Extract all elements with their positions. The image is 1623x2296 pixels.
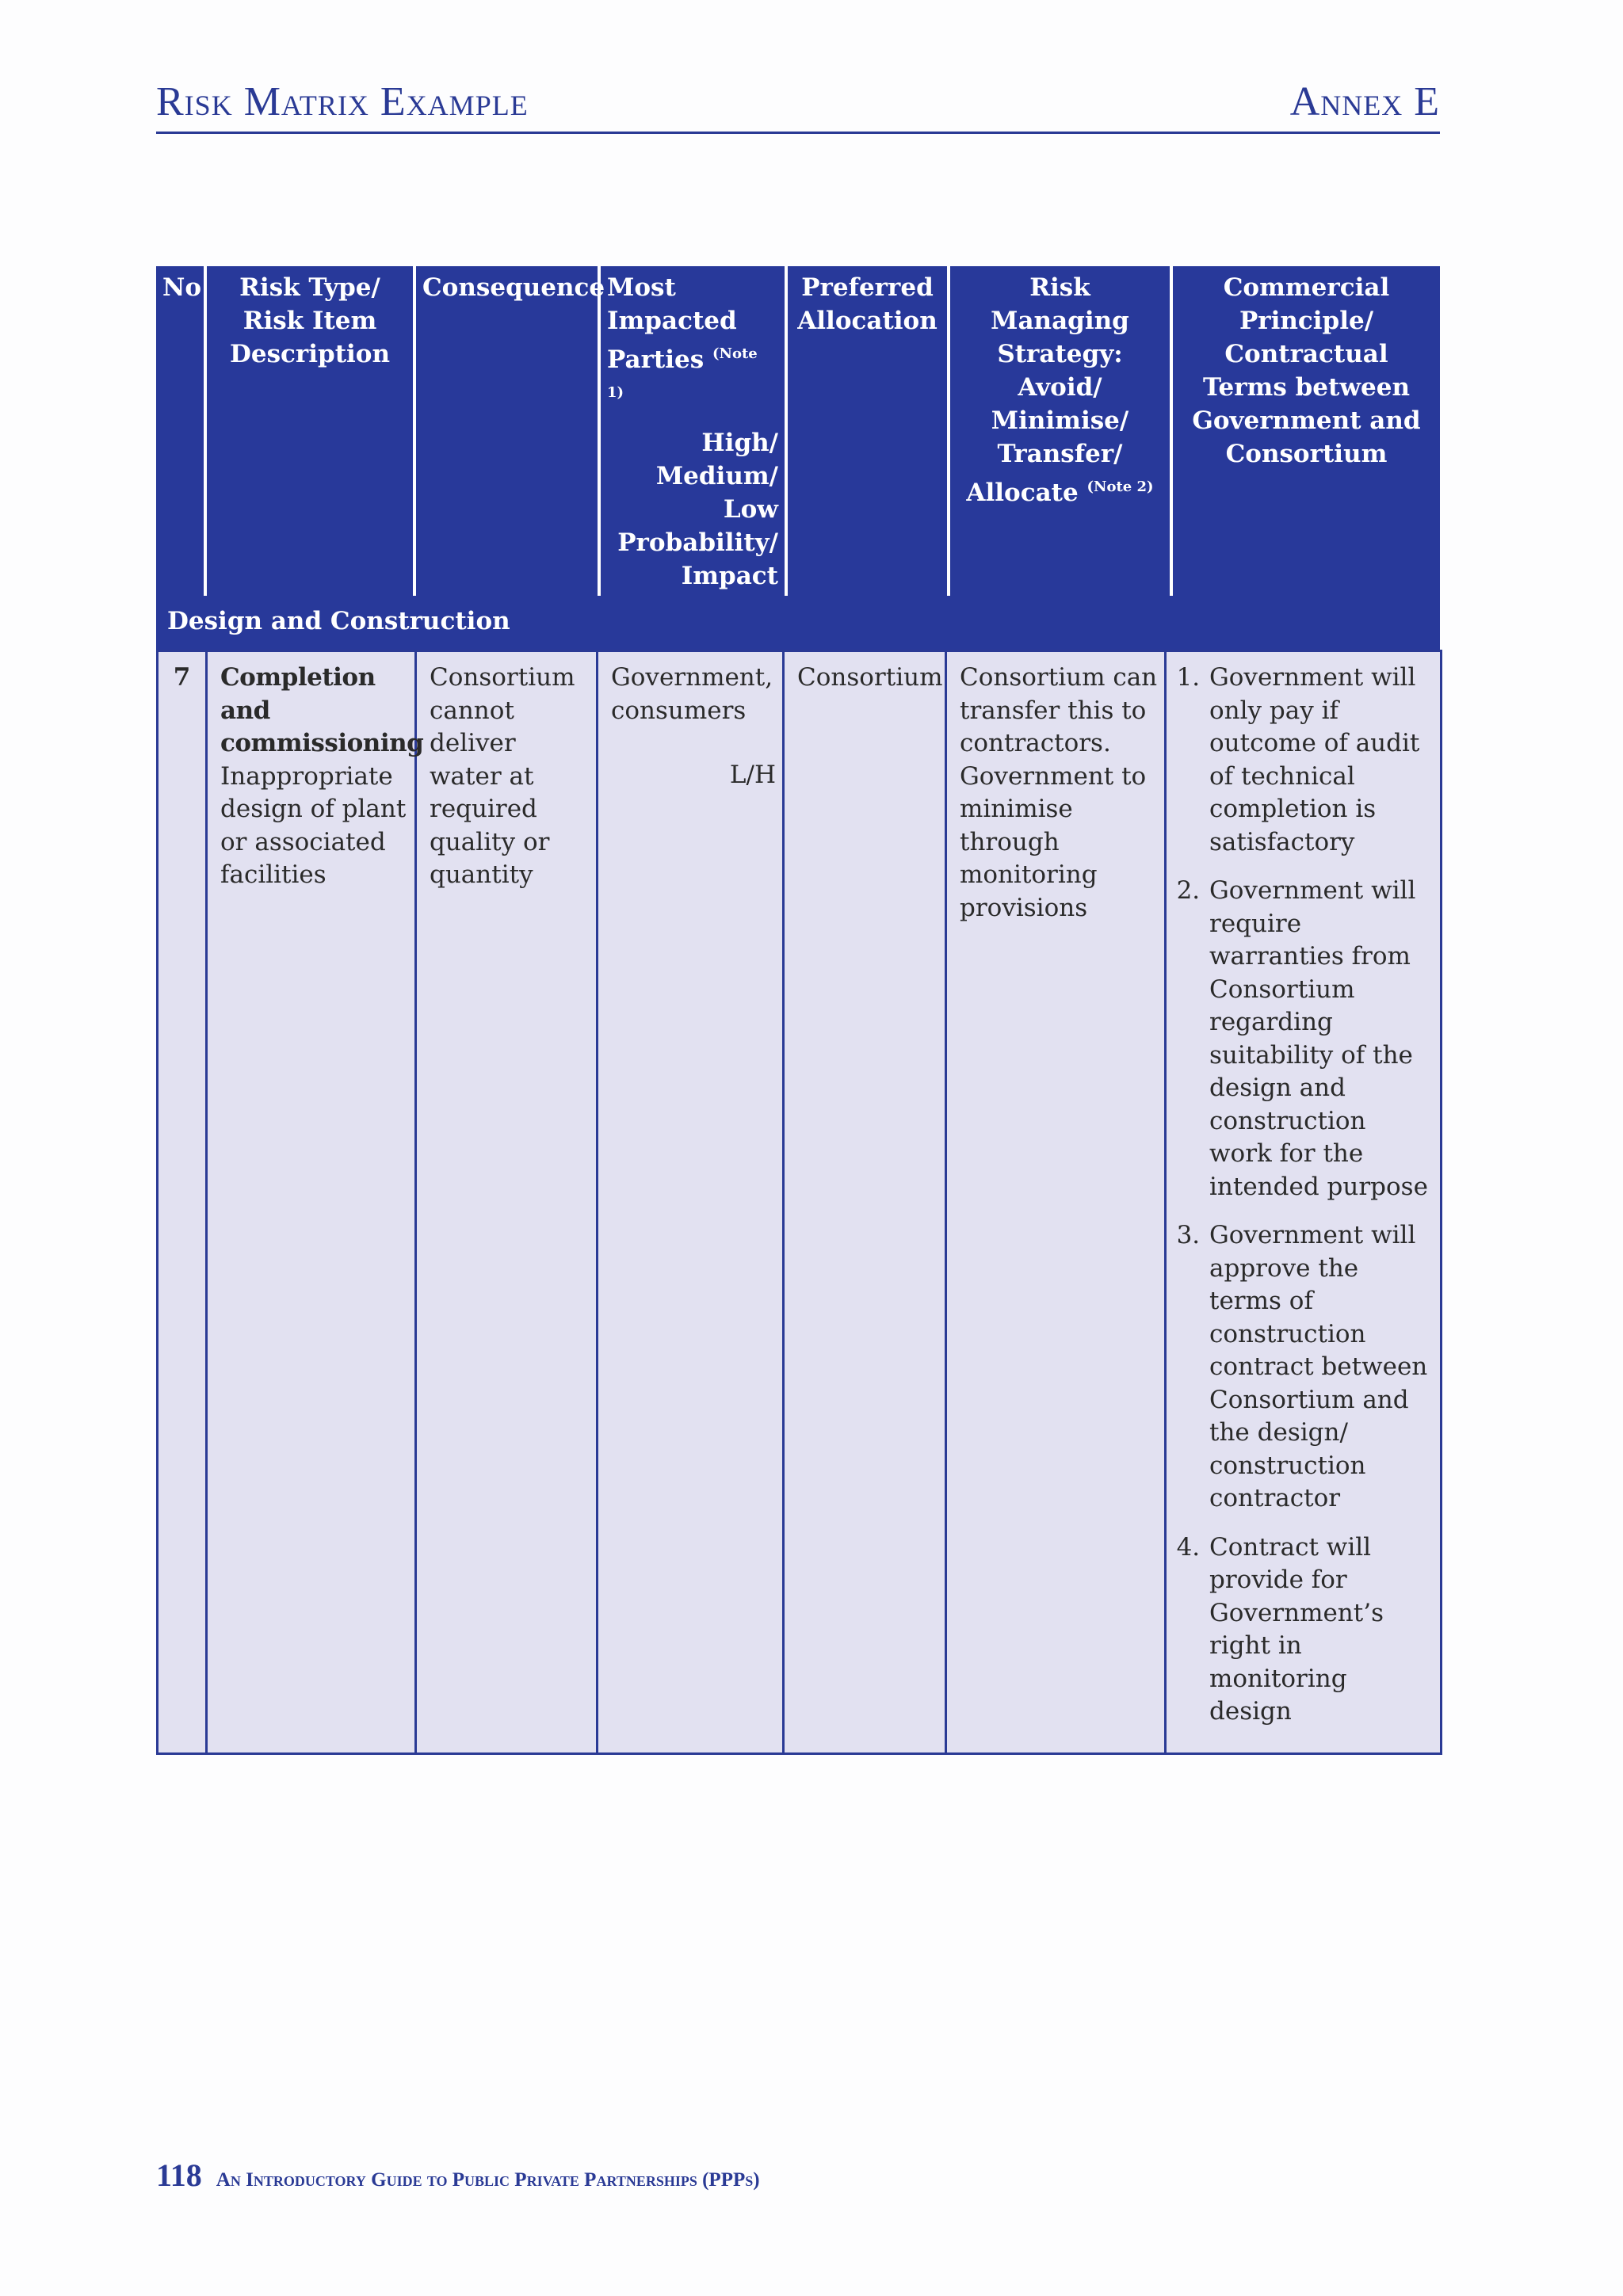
risk-item-description: Inappropriate design of plant or associated facilities [220,761,407,889]
col-probability-impact: High/ Medium/ Low Probability/ Impact [617,429,778,590]
terms-list [1179,662,1434,1729]
page-footer [156,2157,760,2194]
col-consequence: Consequence [414,266,599,597]
col-no: No [162,273,202,302]
col-risk-strategy-label: Risk Managing Strategy: Avoid/ Minimise/ Transfer/ Allocate [966,273,1129,507]
col-commercial-principle: Commercial Principle/ Contractual Terms between Government and Consortium [1171,266,1440,597]
page-header [156,79,1440,134]
consequence-cell: Consortium cannot deliver water at required quality or quantity [416,651,598,1754]
col-risk-type: Risk Type/ Risk Item Description [205,266,414,597]
list-item: 1. Government will only pay if outcome of audit of technical completion is satisfactory [1208,662,1434,859]
note-1-ref: (Note 1) [607,345,758,401]
section-heading: Design and Construction [156,596,1440,650]
allocation-cell: Consortium [784,651,946,1754]
strategy-cell: Consortium can transfer this to contractors. Government to minimise through monitoring provisions [946,651,1166,1754]
footer-title: An Introductory Guide to Public Private Partnerships (PPPs) [216,2169,760,2191]
note-2-ref: (Note 2) [1086,479,1154,495]
list-item: 4. Contract will provide for Government’s right in monitoring design [1208,1531,1434,1729]
col-preferred-allocation: Preferred Allocation [786,266,949,597]
impacted-parties: Government, consumers [611,663,773,725]
risk-item-cell [207,651,424,1754]
risk-rating: L/H [729,761,776,789]
terms-cell [1166,651,1442,1754]
impacted-parties-cell [598,651,784,1754]
row-number: 7 [173,663,191,692]
col-most-impacted [599,266,786,597]
table-row [158,651,1442,1754]
risk-item-title: Completion and commissioning [220,663,424,757]
header-title: Risk Matrix Example [156,79,529,124]
list-item: 2. Government will require warranties from Consortium regarding suitability of the design and construction work for the intended purpose [1208,875,1434,1203]
col-risk-strategy [949,266,1171,597]
col-most-impacted-label: Most Impacted Parties [607,273,737,374]
list-item: 3. Government will approve the terms of construction contract between Consortium and the design/ construction contractor [1208,1219,1434,1516]
risk-matrix-header [156,266,1440,597]
page-number: 118 [156,2157,202,2193]
header-annex: Annex E [1289,79,1440,124]
risk-matrix-body [156,650,1442,1755]
